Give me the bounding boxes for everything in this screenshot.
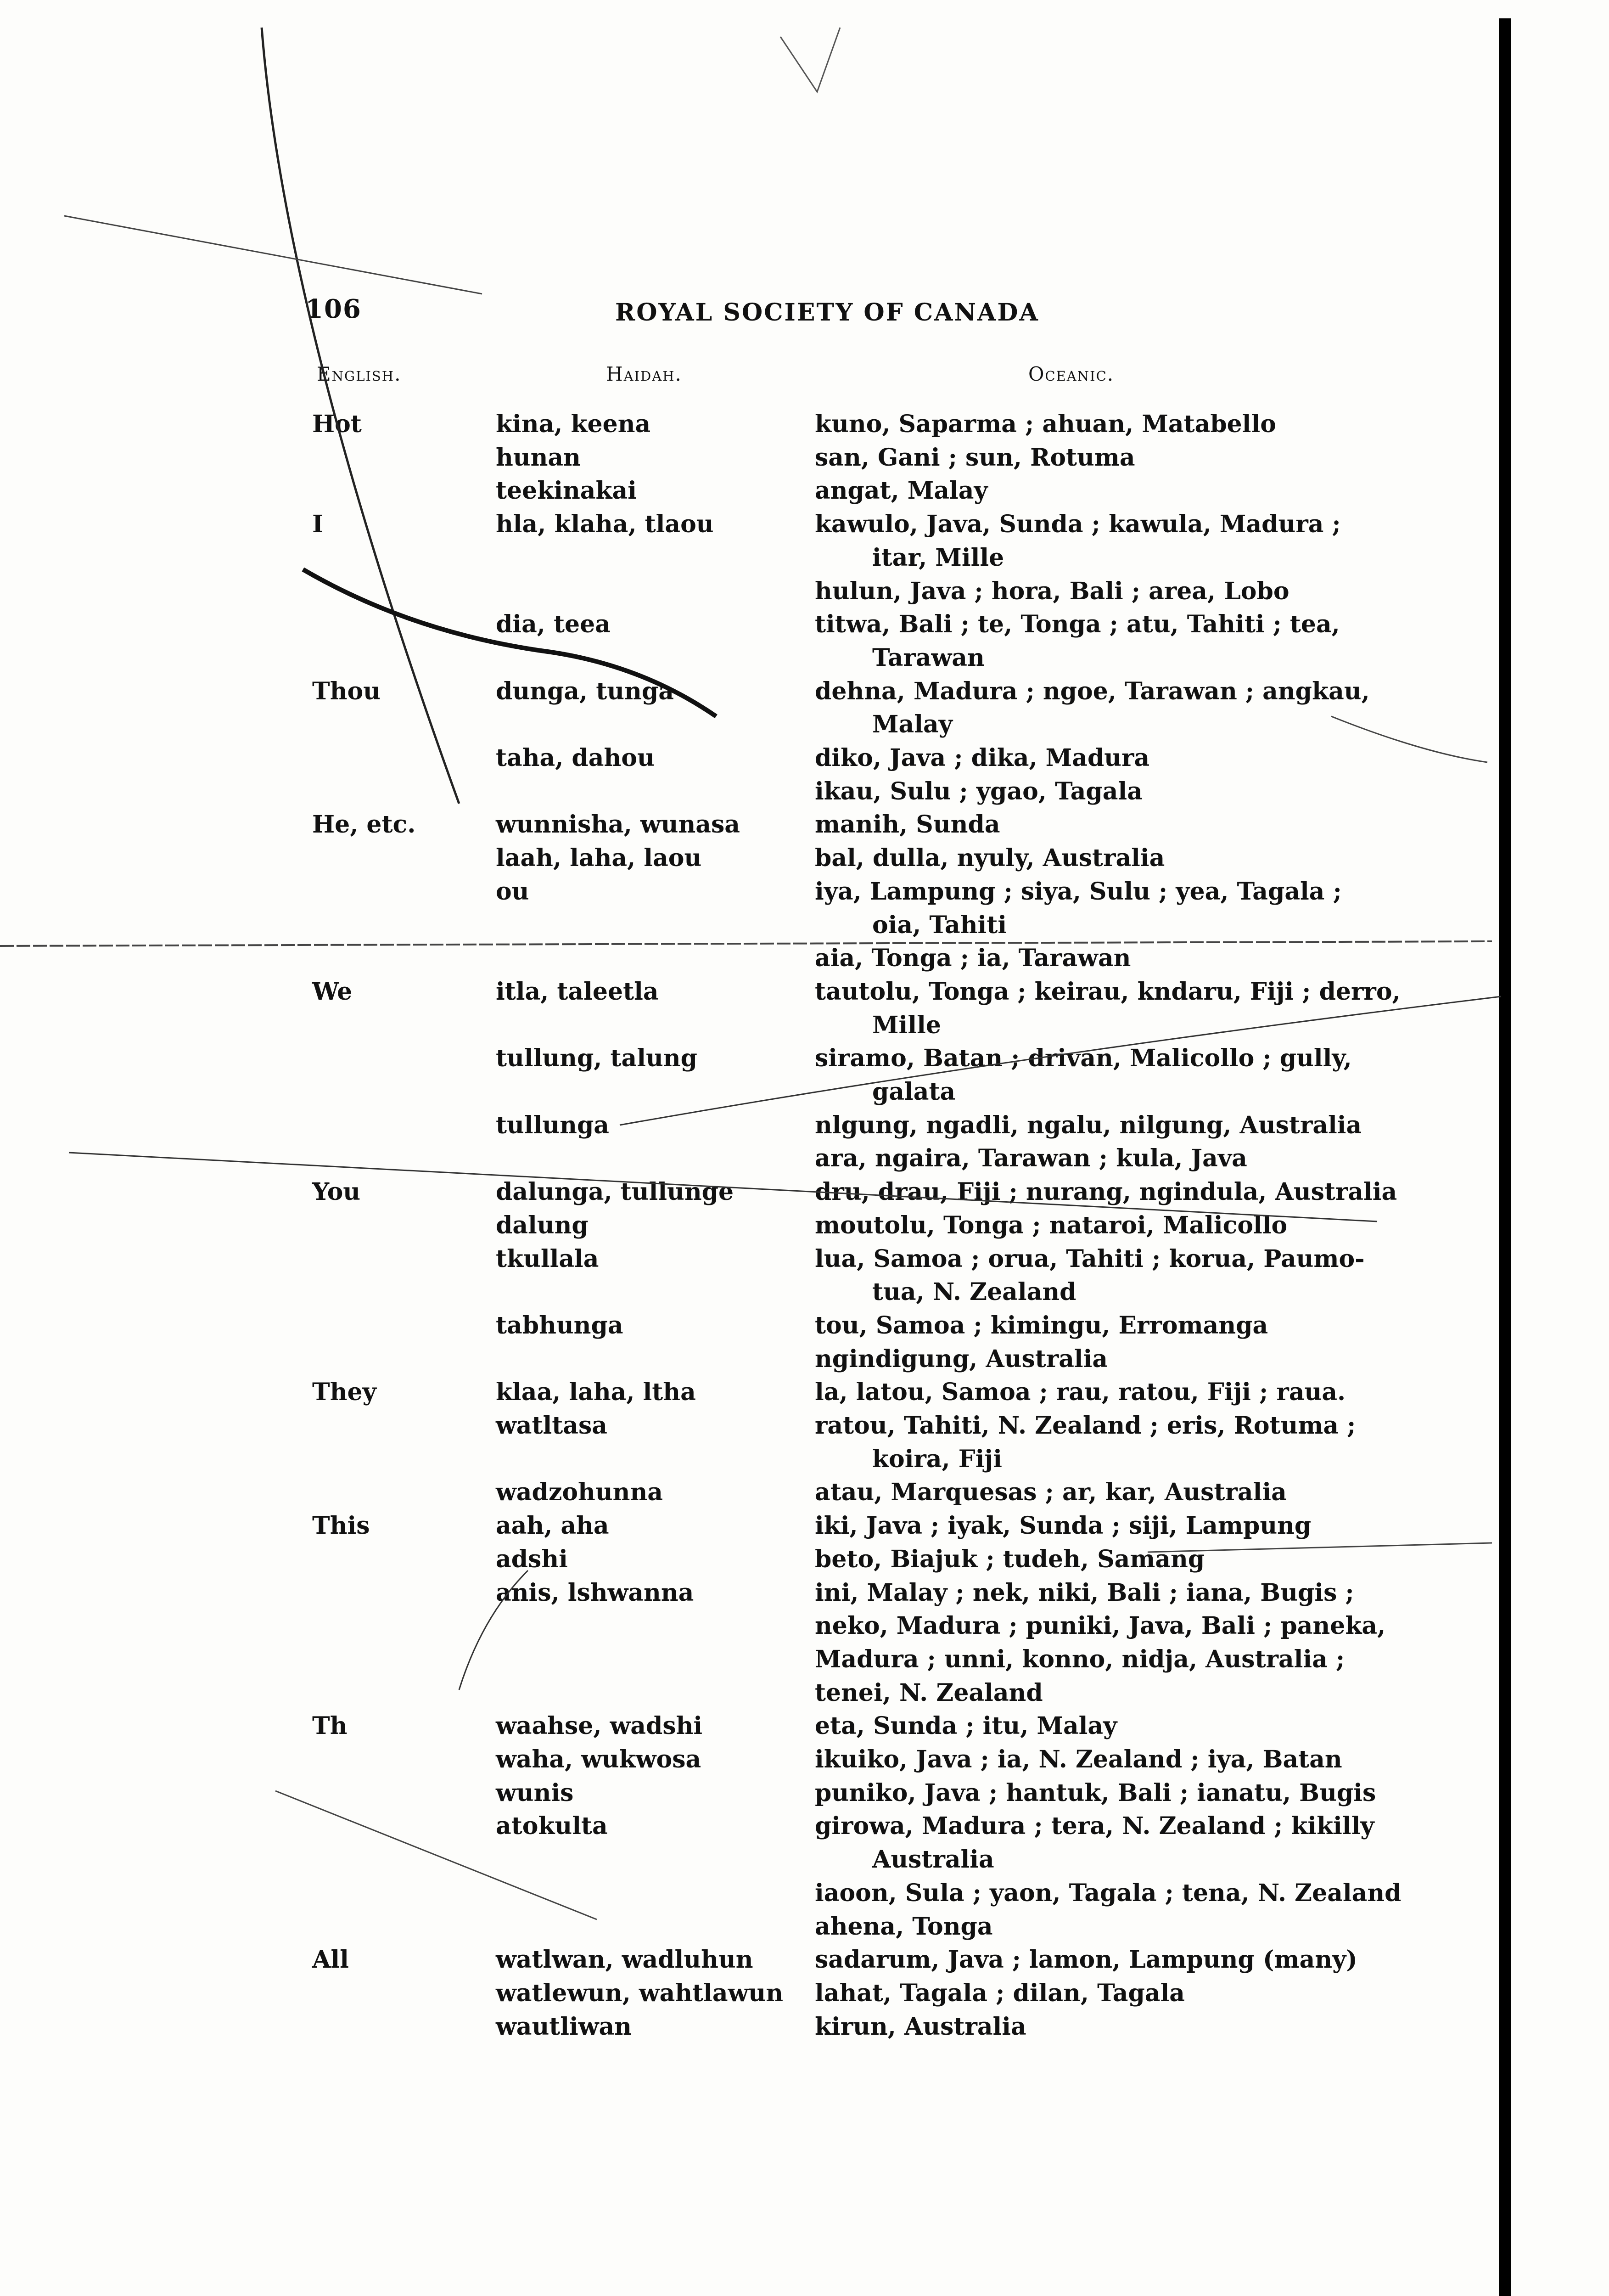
oceanic-cognates: ara, ngaira, Tarawan ; kula, Java bbox=[815, 1144, 1247, 1173]
oceanic-cognates: lua, Samoa ; orua, Tahiti ; korua, Paumo- bbox=[815, 1244, 1365, 1273]
table-row bbox=[0, 975, 1609, 1008]
oceanic-cognates: dehna, Madura ; ngoe, Tarawan ; angkau, bbox=[815, 677, 1370, 705]
table-row bbox=[0, 575, 1609, 608]
haidah-word: waahse, wadshi bbox=[496, 1712, 703, 1740]
oceanic-cognates: Mille bbox=[872, 1011, 941, 1039]
oceanic-cognates: kirun, Australia bbox=[815, 2012, 1026, 2041]
table-row bbox=[0, 474, 1609, 507]
oceanic-cognates: tautolu, Tonga ; keirau, kndaru, Fiji ; derro, bbox=[815, 977, 1401, 1006]
haidah-word: taha, dahou bbox=[496, 744, 655, 772]
page-number: 106 bbox=[305, 294, 362, 324]
oceanic-cognates: hulun, Java ; hora, Bali ; area, Lobo bbox=[815, 577, 1289, 605]
haidah-word: itla, taleetla bbox=[496, 977, 659, 1006]
haidah-word: wadzohunna bbox=[496, 1478, 663, 1507]
haidah-word: tullunga bbox=[496, 1111, 609, 1139]
table-row bbox=[0, 1209, 1609, 1242]
haidah-word: tabhunga bbox=[496, 1311, 623, 1339]
table-row bbox=[0, 642, 1609, 675]
oceanic-cognates: ratou, Tahiti, N. Zealand ; eris, Rotuma ; bbox=[815, 1412, 1356, 1440]
haidah-word: anis, lshwanna bbox=[496, 1578, 694, 1607]
oceanic-cognates: ikuiko, Java ; ia, N. Zealand ; iya, Batan bbox=[815, 1745, 1342, 1773]
table-row bbox=[0, 842, 1609, 875]
table-row bbox=[0, 775, 1609, 808]
table-row bbox=[0, 1042, 1609, 1075]
english-word: We bbox=[312, 977, 353, 1006]
oceanic-cognates: iya, Lampung ; siya, Sulu ; yea, Tagala ; bbox=[815, 877, 1342, 906]
haidah-word: aah, aha bbox=[496, 1512, 609, 1540]
haidah-word: watlwan, wadluhun bbox=[496, 1946, 753, 1974]
table-row bbox=[0, 1843, 1609, 1876]
english-word: I bbox=[312, 510, 324, 539]
table-row bbox=[0, 1743, 1609, 1776]
oceanic-cognates: tou, Samoa ; kimingu, Erromanga bbox=[815, 1311, 1268, 1339]
table-row bbox=[0, 1677, 1609, 1710]
english-word: All bbox=[312, 1946, 349, 1974]
english-word: Hot bbox=[312, 410, 362, 438]
column-header-haidah: Haidah. bbox=[606, 363, 682, 385]
haidah-word: atokulta bbox=[496, 1812, 608, 1840]
oceanic-cognates: ikau, Sulu ; ygao, Tagala bbox=[815, 777, 1143, 805]
english-word: This bbox=[312, 1512, 370, 1540]
oceanic-cognates: eta, Sunda ; itu, Malay bbox=[815, 1712, 1117, 1740]
oceanic-cognates: bal, dulla, nyuly, Australia bbox=[815, 844, 1165, 872]
oceanic-cognates: itar, Mille bbox=[872, 543, 1004, 572]
table-row bbox=[0, 1309, 1609, 1342]
table-row bbox=[0, 1977, 1609, 2010]
table-row bbox=[0, 1543, 1609, 1576]
oceanic-cognates: Madura ; unni, konno, nidja, Australia ; bbox=[815, 1645, 1345, 1673]
table-row bbox=[0, 1943, 1609, 1976]
oceanic-cognates: Australia bbox=[872, 1846, 994, 1874]
table-row bbox=[0, 1710, 1609, 1743]
oceanic-cognates: manih, Sunda bbox=[815, 810, 1000, 839]
oceanic-cognates: neko, Madura ; puniki, Java, Bali ; paneka, bbox=[815, 1612, 1386, 1640]
oceanic-cognates: puniko, Java ; hantuk, Bali ; ianatu, Bugis bbox=[815, 1778, 1376, 1807]
oceanic-cognates: san, Gani ; sun, Rotuma bbox=[815, 443, 1135, 472]
table-row bbox=[0, 1509, 1609, 1542]
table-row bbox=[0, 675, 1609, 708]
haidah-word: dalunga, tullunge bbox=[496, 1178, 734, 1206]
haidah-word: adshi bbox=[496, 1545, 568, 1573]
table-row bbox=[0, 1643, 1609, 1676]
table-row bbox=[0, 808, 1609, 841]
haidah-word: dalung bbox=[496, 1211, 589, 1239]
table-row bbox=[0, 1176, 1609, 1209]
oceanic-cognates: Tarawan bbox=[872, 643, 985, 672]
haidah-word: tkullala bbox=[496, 1244, 599, 1273]
table-row bbox=[0, 2010, 1609, 2043]
table-row bbox=[0, 1276, 1609, 1309]
haidah-word: ou bbox=[496, 877, 529, 906]
oceanic-cognates: ini, Malay ; nek, niki, Bali ; iana, Bugis ; bbox=[815, 1578, 1354, 1607]
oceanic-cognates: iaoon, Sula ; yaon, Tagala ; tena, N. Zealand bbox=[815, 1879, 1402, 1907]
table-row bbox=[0, 1443, 1609, 1476]
oceanic-cognates: diko, Java ; dika, Madura bbox=[815, 744, 1150, 772]
column-header-oceanic: Oceanic. bbox=[1028, 363, 1115, 385]
oceanic-cognates: ahena, Tonga bbox=[815, 1912, 993, 1941]
oceanic-cognates: tenei, N. Zealand bbox=[815, 1678, 1043, 1707]
table-row bbox=[0, 1075, 1609, 1109]
running-title: ROYAL SOCIETY OF CANADA bbox=[615, 298, 1039, 326]
table-row bbox=[0, 875, 1609, 908]
table-row bbox=[0, 541, 1609, 574]
table-row bbox=[0, 742, 1609, 775]
table-row bbox=[0, 1576, 1609, 1609]
oceanic-cognates: angat, Malay bbox=[815, 477, 988, 505]
haidah-word: teekinakai bbox=[496, 477, 637, 505]
table-row bbox=[0, 1109, 1609, 1142]
haidah-word: klaa, laha, ltha bbox=[496, 1378, 696, 1407]
oceanic-cognates: girowa, Madura ; tera, N. Zealand ; kikilly bbox=[815, 1812, 1374, 1840]
table-row bbox=[0, 1609, 1609, 1643]
table-row bbox=[0, 1009, 1609, 1042]
oceanic-cognates: tua, N. Zealand bbox=[872, 1278, 1076, 1306]
table-row bbox=[0, 1810, 1609, 1843]
table-row bbox=[0, 1409, 1609, 1442]
table-row bbox=[0, 1877, 1609, 1910]
oceanic-cognates: kuno, Saparma ; ahuan, Matabello bbox=[815, 410, 1276, 438]
table-row bbox=[0, 1910, 1609, 1943]
oceanic-cognates: atau, Marquesas ; ar, kar, Australia bbox=[815, 1478, 1287, 1507]
oceanic-cognates: iki, Java ; iyak, Sunda ; siji, Lampung bbox=[815, 1512, 1312, 1540]
oceanic-cognates: ngindigung, Australia bbox=[815, 1345, 1108, 1373]
oceanic-cognates: la, latou, Samoa ; rau, ratou, Fiji ; raua. bbox=[815, 1378, 1346, 1407]
haidah-word: dia, teea bbox=[496, 610, 611, 639]
english-word: Thou bbox=[312, 677, 381, 705]
table-row bbox=[0, 1376, 1609, 1409]
haidah-word: hla, klaha, tlaou bbox=[496, 510, 714, 539]
english-word: They bbox=[312, 1378, 376, 1407]
oceanic-cognates: koira, Fiji bbox=[872, 1445, 1003, 1473]
table-row bbox=[0, 608, 1609, 641]
haidah-word: tullung, talung bbox=[496, 1044, 697, 1073]
oceanic-cognates: dru, drau, Fiji ; nurang, ngindula, Australia bbox=[815, 1178, 1397, 1206]
oceanic-cognates: oia, Tahiti bbox=[872, 911, 1007, 939]
oceanic-cognates: kawulo, Java, Sunda ; kawula, Madura ; bbox=[815, 510, 1341, 539]
oceanic-cognates: nlgung, ngadli, ngalu, nilgung, Australia bbox=[815, 1111, 1362, 1139]
haidah-word: waha, wukwosa bbox=[496, 1745, 701, 1773]
column-header-english: English. bbox=[317, 363, 402, 385]
oceanic-cognates: sadarum, Java ; lamon, Lampung (many) bbox=[815, 1946, 1357, 1974]
oceanic-cognates: moutolu, Tonga ; nataroi, Malicollo bbox=[815, 1211, 1288, 1239]
table-row bbox=[0, 1243, 1609, 1276]
haidah-word: laah, laha, laou bbox=[496, 844, 702, 872]
table-row bbox=[0, 1142, 1609, 1175]
english-word: Th bbox=[312, 1712, 348, 1740]
haidah-word: wautliwan bbox=[496, 2012, 632, 2041]
english-word: He, etc. bbox=[312, 810, 416, 839]
oceanic-cognates: aia, Tonga ; ia, Tarawan bbox=[815, 944, 1131, 973]
oceanic-cognates: titwa, Bali ; te, Tonga ; atu, Tahiti ; tea, bbox=[815, 610, 1340, 639]
table-row bbox=[0, 408, 1609, 441]
english-word: You bbox=[312, 1178, 361, 1206]
haidah-word: kina, keena bbox=[496, 410, 651, 438]
table-row bbox=[0, 942, 1609, 975]
table-row bbox=[0, 1777, 1609, 1810]
table-row bbox=[0, 909, 1609, 942]
oceanic-cognates: Malay bbox=[872, 710, 953, 739]
table-row bbox=[0, 508, 1609, 541]
oceanic-cognates: beto, Biajuk ; tudeh, Samang bbox=[815, 1545, 1205, 1573]
table-row bbox=[0, 441, 1609, 474]
haidah-word: dunga, tunga bbox=[496, 677, 674, 705]
haidah-word: wunnisha, wunasa bbox=[496, 810, 740, 839]
table-row bbox=[0, 1476, 1609, 1509]
table-row bbox=[0, 1343, 1609, 1376]
oceanic-cognates: galata bbox=[872, 1078, 956, 1106]
haidah-word: wunis bbox=[496, 1778, 574, 1807]
haidah-word: watlewun, wahtlawun bbox=[496, 1979, 784, 2007]
oceanic-cognates: lahat, Tagala ; dilan, Tagala bbox=[815, 1979, 1185, 2007]
table-row bbox=[0, 708, 1609, 741]
haidah-word: watltasa bbox=[496, 1412, 607, 1440]
oceanic-cognates: siramo, Batan ; drivan, Malicollo ; gully, bbox=[815, 1044, 1352, 1073]
haidah-word: hunan bbox=[496, 443, 581, 472]
